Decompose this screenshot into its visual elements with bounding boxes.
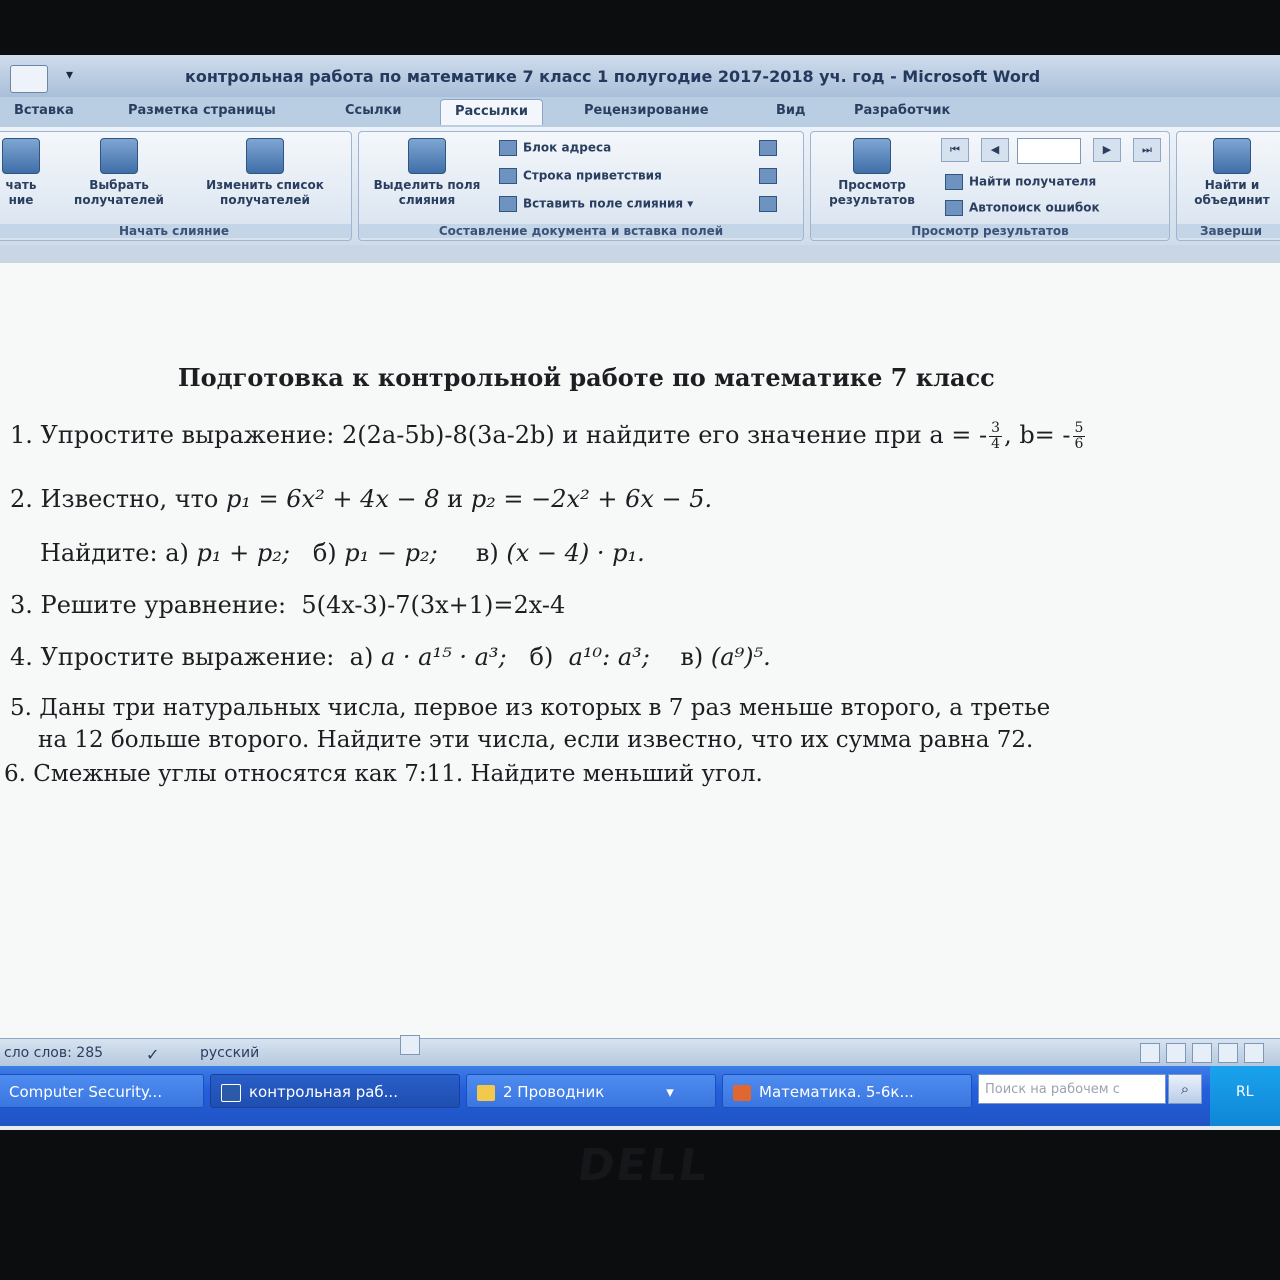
rules-button[interactable]	[759, 140, 783, 156]
question-1: 1. Упростите выражение: 2(2a-5b)-8(3a-2b) и найдите его значение при a = - $\frac{3}{4}$ , b= - $\frac{5}{6}$	[10, 420, 1084, 452]
rules-icon	[759, 140, 777, 156]
match-fields-icon	[759, 168, 777, 184]
auto-check-errors-button[interactable]: Автопоиск ошибок	[945, 200, 1100, 216]
group-preview	[810, 131, 1170, 241]
taskbar	[0, 1066, 1280, 1126]
question-5-line-1: 5. Даны три натуральных числа, первое из которых в 7 раз меньше второго, а третье	[10, 695, 1051, 721]
draft-view-icon[interactable]	[1244, 1043, 1264, 1063]
address-block-button[interactable]: Блок адреса	[499, 140, 611, 156]
prev-record-icon[interactable]: ◀	[981, 138, 1009, 162]
insert-field-icon	[499, 196, 517, 212]
status-bar	[0, 1038, 1280, 1067]
tab-developer[interactable]: Разработчик	[854, 103, 951, 118]
tab-page-layout[interactable]: Разметка страницы	[128, 103, 276, 118]
question-3: 3. Решите уравнение: 5(4x-3)-7(3x+1)=2x-4	[10, 591, 566, 619]
search-icon[interactable]: ⌕	[1168, 1074, 1202, 1104]
record-number-input[interactable]	[1017, 138, 1081, 164]
fraction-b: $\frac{5}{6}$	[1074, 420, 1084, 452]
math-app-icon	[733, 1085, 751, 1101]
match-fields-button[interactable]	[759, 168, 783, 184]
preview-icon	[853, 138, 891, 174]
macro-record-icon[interactable]	[400, 1035, 420, 1055]
desktop-search-input[interactable]: Поиск на рабочем с	[978, 1074, 1166, 1104]
document-title: Подготовка к контрольной работе по математике 7 класс	[178, 363, 995, 392]
update-labels-button[interactable]	[759, 196, 783, 212]
question-6: 6. Смежные углы относятся как 7:11. Найдите меньший угол.	[4, 761, 763, 787]
question-2-tasks: Найдите: а) p₁ + p₂; б) p₁ − p₂; в) (x − 4) · p₁.	[40, 539, 645, 567]
full-screen-view-icon[interactable]	[1166, 1043, 1186, 1063]
group-label-compose: Составление документа и вставка полей	[359, 224, 803, 238]
spellcheck-icon[interactable]: ✓	[146, 1045, 160, 1064]
edit-recipient-list-button[interactable]: Изменить список получателей	[187, 138, 343, 208]
insert-merge-field-button[interactable]: Вставить поле слияния ▾	[499, 196, 693, 212]
start-merge-icon	[2, 138, 40, 174]
finish-merge-icon	[1213, 138, 1251, 174]
tab-view[interactable]: Вид	[776, 103, 806, 118]
language-bar[interactable]: RL	[1236, 1084, 1254, 1100]
edit-list-icon	[246, 138, 284, 174]
recipients-icon	[100, 138, 138, 174]
task-word-document[interactable]: контрольная раб...	[210, 1074, 460, 1108]
preview-results-button[interactable]: Просмотр результатов	[817, 138, 927, 208]
quick-access-dropdown-icon[interactable]: ▾	[66, 67, 74, 83]
task-math-app[interactable]: Математика. 5-6к...	[722, 1074, 972, 1108]
word-count[interactable]: сло слов: 285	[4, 1045, 104, 1061]
outline-view-icon[interactable]	[1218, 1043, 1238, 1063]
task-explorer[interactable]: 2 Проводник ▾	[466, 1074, 716, 1108]
question-5-line-2: на 12 больше второго. Найдите эти числа, если известно, что их сумма равна 72.	[38, 727, 1034, 753]
group-label-start: Начать слияние	[0, 224, 351, 238]
group-label-finish: Заверши	[1177, 224, 1280, 238]
dell-logo: DELL	[574, 1140, 713, 1191]
greeting-line-icon	[499, 168, 517, 184]
folder-icon	[477, 1085, 495, 1101]
ribbon-tabs	[0, 97, 1280, 127]
select-recipients-button[interactable]: Выбрать получателей	[55, 138, 183, 208]
finish-merge-button[interactable]: Найти и объединит	[1183, 138, 1280, 208]
task-computer-security[interactable]: Computer Security...	[0, 1074, 204, 1108]
highlight-merge-fields-button[interactable]: Выделить поля слияния	[365, 138, 489, 208]
question-2: 2. Известно, что p₁ = 6x² + 4x − 8 и p₂ = −2x² + 6x − 5.	[10, 485, 713, 513]
tab-review[interactable]: Рецензирование	[584, 103, 709, 118]
document-page[interactable]	[0, 263, 1280, 1038]
word-icon	[221, 1084, 241, 1102]
highlight-fields-icon	[408, 138, 446, 174]
question-4: 4. Упростите выражение: а) a · a¹⁵ · a³; б) a¹⁰: a³; в) (a⁹)⁵.	[10, 643, 771, 671]
ruler	[0, 245, 1280, 264]
language-indicator[interactable]: русский	[200, 1045, 260, 1061]
screen	[0, 55, 1280, 1130]
fraction-a: $\frac{3}{4}$	[991, 420, 1001, 452]
office-button[interactable]	[10, 65, 48, 93]
greeting-line-button[interactable]: Строка приветствия	[499, 168, 662, 184]
web-layout-view-icon[interactable]	[1192, 1043, 1212, 1063]
find-recipient-button[interactable]: Найти получателя	[945, 174, 1096, 190]
ribbon	[0, 127, 1280, 246]
group-start-merge	[0, 131, 352, 241]
tab-insert[interactable]: Вставка	[14, 103, 74, 118]
last-record-icon[interactable]: ⏭	[1133, 138, 1161, 162]
tab-mailings[interactable]: Рассылки	[440, 99, 543, 125]
address-block-icon	[499, 140, 517, 156]
next-record-icon[interactable]: ▶	[1093, 138, 1121, 162]
group-label-preview: Просмотр результатов	[811, 224, 1169, 238]
group-finish	[1176, 131, 1280, 241]
title-bar	[0, 55, 1280, 97]
tab-references[interactable]: Ссылки	[345, 103, 402, 118]
first-record-icon[interactable]: ⏮	[941, 138, 969, 162]
auto-check-icon	[945, 200, 963, 216]
find-recipient-icon	[945, 174, 963, 190]
update-labels-icon	[759, 196, 777, 212]
window-title: контрольная работа по математике 7 класс 1 полугодие 2017-2018 уч. год - Microsoft Word	[185, 67, 1041, 86]
group-compose	[358, 131, 804, 241]
print-layout-view-icon[interactable]	[1140, 1043, 1160, 1063]
start-merge-button[interactable]: чать ние	[1, 138, 41, 208]
